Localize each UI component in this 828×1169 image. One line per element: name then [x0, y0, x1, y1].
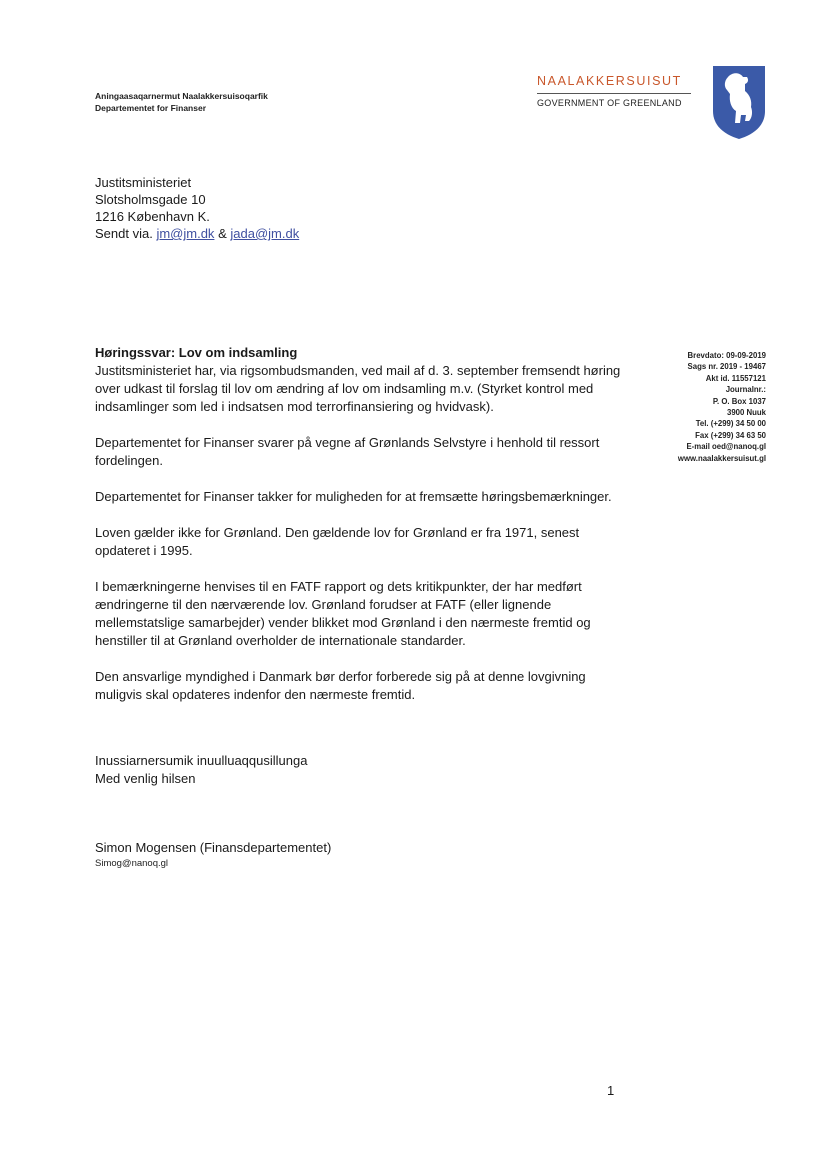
- paragraph-3: Departementet for Finanser takker for muligheden for at fremsætte høringsbemærkninger.: [95, 489, 612, 504]
- paragraph-6: Den ansvarlige myndighed i Danmark bør derfor forberede sig på at denne lovgivning muligvis skal opdateres indenfor den nærmeste fremtid.: [95, 669, 586, 702]
- sender-department-kl: Aningaasaqarnermut Naalakkersuisoqarfik: [95, 91, 268, 101]
- letter-subject: Høringssvar: Lov om indsamling: [95, 345, 298, 360]
- email-link-jada[interactable]: jada@jm.dk: [230, 226, 300, 241]
- email-connector: &: [218, 226, 227, 241]
- recipient-name: Justitsministeriet: [95, 175, 192, 190]
- telephone: Tel. (+299) 34 50 00: [695, 419, 766, 429]
- polar-bear-crest-icon: [710, 63, 768, 141]
- journal-number: Journalnr.:: [725, 385, 766, 395]
- closing-block: [95, 752, 307, 788]
- fax: Fax (+299) 34 63 50: [695, 430, 766, 440]
- paragraph-2: Departementet for Finanser svarer på vegne af Grønlands Selvstyre i henhold til ressort fordelingen.: [95, 435, 600, 468]
- greeting-danish: Med venlig hilsen: [95, 771, 196, 786]
- contact-email: E-mail oed@nanoq.gl: [686, 442, 766, 452]
- sent-via-line: [95, 225, 299, 242]
- signer-name: Simon Mogensen (Finansdepartementet): [95, 840, 332, 855]
- case-number: Sags nr. 2019 - 19467: [687, 362, 766, 372]
- po-box: P. O. Box 1037: [712, 396, 766, 406]
- recipient-street: Slotsholmsgade 10: [95, 192, 206, 207]
- sender-department-da: Departementet for Finanser: [95, 103, 206, 113]
- email-link-jm[interactable]: jm@jm.dk: [156, 226, 215, 241]
- brand-divider: [537, 93, 691, 94]
- letter-metadata: [620, 350, 766, 464]
- recipient-address: [95, 174, 299, 242]
- paragraph-1: Justitsministeriet har, via rigsombudsmanden, ved mail af d. 3. september fremsendt høring over udkast til forslag til lov om ændring af lov om indsamling m.v. (Styrket kontrol med indsamlinger som led i indsatsen mod terrorfinansiering og hvidvask).: [95, 363, 621, 414]
- brand-logo: [537, 74, 691, 108]
- letter-date: Brevdato: 09-09-2019: [687, 351, 766, 360]
- sent-via-label: Sendt via.: [95, 226, 153, 241]
- greeting-greenlandic: Inussiarnersumik inuulluaqqusillunga: [95, 753, 308, 768]
- signer-email: Simog@nanoq.gl: [95, 858, 169, 869]
- recipient-city: 1216 København K.: [95, 209, 210, 224]
- paragraph-4: Loven gælder ikke for Grønland. Den gældende lov for Grønland er fra 1971, senest opdateret i 1995.: [95, 525, 580, 558]
- brand-name: NAALAKKERSUISUT: [537, 74, 682, 88]
- page-number: 1: [607, 1083, 615, 1098]
- letter-body: [95, 344, 635, 722]
- postal-city: 3900 Nuuk: [726, 408, 766, 418]
- paragraph-5: I bemærkningerne henvises til en FATF rapport og dets kritikpunkter, der har medført ændringerne til den nærværende lov. Grønland forudser at FATF (eller lignende mellemstatslige samarbejder) vender blikket mod Grønland i den nærmeste fremtid og henstiller til at Grønland overholder de internationale standarder.: [95, 579, 591, 648]
- document-id: Akt id. 11557121: [705, 373, 766, 383]
- website: www.naalakkersuisut.gl: [677, 453, 766, 463]
- brand-subtitle: GOVERNMENT OF GREENLAND: [537, 98, 682, 108]
- sender-block: [95, 90, 268, 114]
